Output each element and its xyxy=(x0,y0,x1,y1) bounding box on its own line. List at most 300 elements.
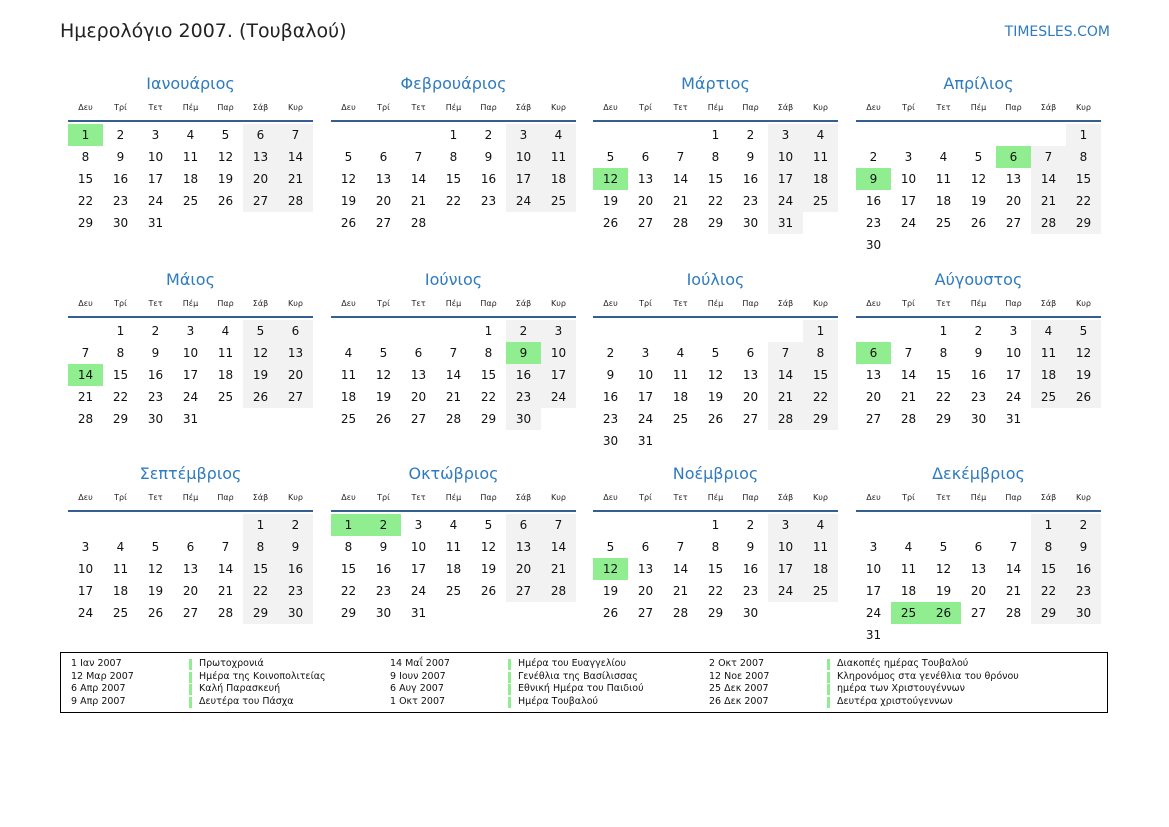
weekday-label: Δευ xyxy=(78,299,93,308)
day-cell: 3 xyxy=(151,128,160,142)
day-cell: 16 xyxy=(742,172,759,186)
empty-cell xyxy=(103,514,138,536)
weekday-label: Τρί xyxy=(902,103,915,112)
day-cell: 19 xyxy=(602,194,619,208)
holiday-name: Πρωτοχρονιά xyxy=(199,658,264,669)
day-cell: 13 xyxy=(742,368,759,382)
day-cell: 12 xyxy=(375,368,392,382)
day-cell: 31 xyxy=(1005,412,1022,426)
weekday-label: Παρ xyxy=(742,103,759,112)
day-cell: 15 xyxy=(707,562,724,576)
holiday-marker xyxy=(827,672,830,683)
weekday-label: Πέμ xyxy=(707,103,724,112)
weekday-label: Κυρ xyxy=(551,493,566,502)
holiday-name: Γενέθλια της Βασίλισσας xyxy=(518,670,638,682)
empty-cell xyxy=(733,320,768,342)
month-block xyxy=(68,268,313,430)
holiday-date: 14 Μαΐ 2007 xyxy=(390,658,450,669)
day-cell: 24 xyxy=(768,190,803,212)
day-cell: 30 xyxy=(970,412,987,426)
day-cell: 2 xyxy=(151,324,160,338)
day-cell: 20 xyxy=(410,390,427,404)
empty-cell xyxy=(663,124,698,146)
weekday-label: Τετ xyxy=(936,299,951,308)
weekday-label: Σάβ xyxy=(252,493,269,502)
month-block xyxy=(331,72,576,234)
day-cell: 17 xyxy=(900,194,917,208)
empty-cell xyxy=(593,124,628,146)
day-cell: 29 xyxy=(707,606,724,620)
site-link[interactable]: TIMESLES.COM xyxy=(1004,24,1110,40)
holiday-legend xyxy=(60,652,1108,713)
day-cell: 19 xyxy=(340,194,357,208)
day-cell: 1 xyxy=(711,518,720,532)
day-cell: 31 xyxy=(147,216,164,230)
day-cell: 23 xyxy=(112,194,129,208)
weekday-header xyxy=(593,100,838,122)
day-cell: 7 xyxy=(541,514,576,536)
weekday-label: Τετ xyxy=(936,103,951,112)
weekday-label: Παρ xyxy=(480,103,497,112)
day-cell: 21 xyxy=(672,194,689,208)
day-cell: 18 xyxy=(217,368,234,382)
day-cell: 20 xyxy=(182,584,199,598)
day-cell: 28 xyxy=(77,412,94,426)
day-cell: 7 xyxy=(904,346,913,360)
day-cell: 11 xyxy=(182,150,199,164)
day-cell: 8 xyxy=(711,540,720,554)
day-cell: 18 xyxy=(900,584,917,598)
month-name: Οκτώβριος xyxy=(408,464,499,483)
day-cell: 21 xyxy=(217,584,234,598)
weekday-header xyxy=(856,296,1101,318)
day-cell: 27 xyxy=(243,190,278,212)
day-cell: 27 xyxy=(865,412,882,426)
weekday-label: Τρί xyxy=(114,493,127,502)
weekday-label: Κυρ xyxy=(288,103,303,112)
weekday-label: Κυρ xyxy=(551,103,566,112)
day-cell: 20 xyxy=(970,584,987,598)
weekday-header xyxy=(68,490,313,512)
weekday-header xyxy=(593,296,838,318)
day-cell: 2 xyxy=(484,128,493,142)
holiday-marker xyxy=(827,697,830,708)
weekday-label: Τρί xyxy=(639,299,652,308)
holiday-day-cell: 6 xyxy=(856,342,891,364)
day-grid xyxy=(856,124,1101,256)
day-cell: 8 xyxy=(1066,146,1101,168)
weekday-label: Δευ xyxy=(603,299,618,308)
day-cell: 23 xyxy=(278,580,313,602)
day-cell: 10 xyxy=(637,368,654,382)
day-cell: 20 xyxy=(375,194,392,208)
empty-cell xyxy=(401,124,436,146)
day-cell: 13 xyxy=(375,172,392,186)
month-name: Ιούλιος xyxy=(686,270,745,289)
empty-cell xyxy=(856,320,891,342)
weekday-label: Παρ xyxy=(217,493,234,502)
day-cell: 13 xyxy=(970,562,987,576)
empty-cell xyxy=(593,320,628,342)
day-cell: 2 xyxy=(746,518,755,532)
day-cell: 1 xyxy=(803,320,838,342)
day-cell: 3 xyxy=(81,540,90,554)
day-cell: 17 xyxy=(77,584,94,598)
day-cell: 24 xyxy=(77,606,94,620)
day-cell: 27 xyxy=(637,606,654,620)
day-cell: 6 xyxy=(243,124,278,146)
day-cell: 26 xyxy=(707,412,724,426)
month-name: Αύγουστος xyxy=(934,270,1023,289)
weekday-label: Πέμ xyxy=(970,299,987,308)
day-cell: 10 xyxy=(768,536,803,558)
day-cell: 25 xyxy=(803,190,838,212)
day-cell: 1 xyxy=(1031,514,1066,536)
day-cell: 22 xyxy=(1066,190,1101,212)
day-cell: 16 xyxy=(602,390,619,404)
holiday-day-cell: 9 xyxy=(856,168,891,190)
day-cell: 26 xyxy=(602,606,619,620)
day-cell: 16 xyxy=(480,172,497,186)
day-cell: 27 xyxy=(506,580,541,602)
weekday-label: Δευ xyxy=(341,493,356,502)
day-cell: 23 xyxy=(742,584,759,598)
day-cell: 13 xyxy=(243,146,278,168)
day-cell: 8 xyxy=(116,346,125,360)
day-cell: 25 xyxy=(935,216,952,230)
day-cell: 1 xyxy=(484,324,493,338)
day-cell: 7 xyxy=(414,150,423,164)
empty-cell xyxy=(366,124,401,146)
holiday-name: Δευτέρα χριστούγεννων xyxy=(837,696,953,708)
day-cell: 12 xyxy=(480,540,497,554)
month-block xyxy=(331,268,576,430)
weekday-label: Πέμ xyxy=(970,103,987,112)
day-cell: 1 xyxy=(243,514,278,536)
day-cell: 19 xyxy=(602,584,619,598)
day-grid xyxy=(68,514,313,624)
day-cell: 8 xyxy=(449,150,458,164)
weekday-label: Τετ xyxy=(148,493,163,502)
day-cell: 20 xyxy=(243,168,278,190)
day-cell: 26 xyxy=(243,386,278,408)
empty-cell xyxy=(331,320,366,342)
empty-cell xyxy=(628,320,663,342)
weekday-label: Τετ xyxy=(673,299,688,308)
day-cell: 7 xyxy=(278,124,313,146)
day-cell: 1 xyxy=(449,128,458,142)
weekday-label: Τετ xyxy=(936,493,951,502)
weekday-label: Παρ xyxy=(480,299,497,308)
month-name: Ιανουάριος xyxy=(146,74,235,93)
day-cell: 11 xyxy=(803,536,838,558)
day-cell: 4 xyxy=(1031,320,1066,342)
day-cell: 9 xyxy=(606,368,615,382)
weekday-label: Δευ xyxy=(603,493,618,502)
day-cell: 20 xyxy=(1005,194,1022,208)
day-cell: 7 xyxy=(81,346,90,360)
day-cell: 31 xyxy=(865,628,882,642)
weekday-label: Τετ xyxy=(148,103,163,112)
weekday-header xyxy=(593,490,838,512)
weekday-label: Πέμ xyxy=(182,493,199,502)
empty-cell xyxy=(961,514,996,536)
day-cell: 18 xyxy=(182,172,199,186)
holiday-day-cell: 14 xyxy=(68,364,103,386)
day-cell: 30 xyxy=(278,602,313,624)
day-cell: 29 xyxy=(112,412,129,426)
day-cell: 22 xyxy=(340,584,357,598)
day-cell: 15 xyxy=(243,558,278,580)
day-cell: 19 xyxy=(217,172,234,186)
day-cell: 11 xyxy=(340,368,357,382)
day-cell: 24 xyxy=(182,390,199,404)
empty-cell xyxy=(208,514,243,536)
weekday-header xyxy=(856,100,1101,122)
weekday-label: Πέμ xyxy=(445,299,462,308)
holiday-marker xyxy=(827,659,830,670)
day-cell: 23 xyxy=(375,584,392,598)
day-cell: 14 xyxy=(217,562,234,576)
day-cell: 20 xyxy=(637,194,654,208)
weekday-label: Τρί xyxy=(639,493,652,502)
day-cell: 5 xyxy=(221,128,230,142)
day-cell: 1 xyxy=(1066,124,1101,146)
month-block xyxy=(68,462,313,624)
day-cell: 2 xyxy=(974,324,983,338)
day-cell: 23 xyxy=(602,412,619,426)
empty-cell xyxy=(1031,124,1066,146)
day-grid xyxy=(856,514,1101,646)
holiday-name: Ημέρα Τουβαλού xyxy=(518,696,599,708)
weekday-label: Δευ xyxy=(866,103,881,112)
day-cell: 4 xyxy=(803,124,838,146)
weekday-header xyxy=(331,490,576,512)
holiday-marker xyxy=(189,684,192,695)
day-cell: 13 xyxy=(278,342,313,364)
day-cell: 15 xyxy=(935,368,952,382)
day-cell: 8 xyxy=(344,540,353,554)
day-cell: 21 xyxy=(900,390,917,404)
weekday-label: Πέμ xyxy=(707,299,724,308)
day-cell: 7 xyxy=(768,342,803,364)
day-cell: 19 xyxy=(1066,364,1101,386)
day-cell: 25 xyxy=(340,412,357,426)
day-cell: 21 xyxy=(672,584,689,598)
day-cell: 9 xyxy=(974,346,983,360)
day-cell: 31 xyxy=(410,606,427,620)
day-cell: 23 xyxy=(865,216,882,230)
day-grid xyxy=(593,514,838,624)
month-block xyxy=(593,72,838,234)
weekday-label: Κυρ xyxy=(813,103,828,112)
day-cell: 25 xyxy=(1031,386,1066,408)
day-cell: 8 xyxy=(81,150,90,164)
weekday-label: Παρ xyxy=(217,299,234,308)
weekday-label: Κυρ xyxy=(1076,493,1091,502)
day-cell: 17 xyxy=(768,558,803,580)
empty-cell xyxy=(68,514,103,536)
weekday-label: Κυρ xyxy=(288,493,303,502)
day-cell: 29 xyxy=(935,412,952,426)
day-cell: 24 xyxy=(541,386,576,408)
day-cell: 23 xyxy=(480,194,497,208)
day-cell: 13 xyxy=(865,368,882,382)
holiday-date: 12 Νοε 2007 xyxy=(709,670,770,682)
day-cell: 26 xyxy=(147,606,164,620)
day-cell: 9 xyxy=(746,150,755,164)
day-cell: 22 xyxy=(243,580,278,602)
day-cell: 4 xyxy=(803,514,838,536)
day-cell: 10 xyxy=(147,150,164,164)
day-grid xyxy=(856,320,1101,430)
day-cell: 27 xyxy=(278,386,313,408)
weekday-header xyxy=(331,100,576,122)
empty-cell xyxy=(628,124,663,146)
day-cell: 5 xyxy=(711,346,720,360)
weekday-label: Σάβ xyxy=(515,103,532,112)
day-cell: 13 xyxy=(410,368,427,382)
holiday-date: 1 Ιαν 2007 xyxy=(71,658,122,669)
empty-cell xyxy=(891,514,926,536)
day-cell: 14 xyxy=(768,364,803,386)
empty-cell xyxy=(926,124,961,146)
day-cell: 3 xyxy=(641,346,650,360)
weekday-label: Δευ xyxy=(603,103,618,112)
page-title: Ημερολόγιο 2007. (Τουβαλού) xyxy=(60,20,347,42)
day-cell: 12 xyxy=(707,368,724,382)
holiday-day-cell: 26 xyxy=(926,602,961,624)
day-cell: 24 xyxy=(147,194,164,208)
day-cell: 26 xyxy=(602,216,619,230)
month-name: Σεπτέμβριος xyxy=(139,464,242,483)
day-cell: 17 xyxy=(1005,368,1022,382)
day-cell: 4 xyxy=(939,150,948,164)
day-cell: 10 xyxy=(182,346,199,360)
day-cell: 29 xyxy=(243,602,278,624)
weekday-label: Παρ xyxy=(1005,299,1022,308)
day-cell: 28 xyxy=(900,412,917,426)
day-cell: 9 xyxy=(484,150,493,164)
day-grid xyxy=(331,124,576,234)
day-cell: 21 xyxy=(278,168,313,190)
day-cell: 4 xyxy=(904,540,913,554)
day-grid xyxy=(331,514,576,624)
day-cell: 14 xyxy=(672,172,689,186)
holiday-date: 26 Δεκ 2007 xyxy=(709,696,769,708)
day-cell: 29 xyxy=(1031,602,1066,624)
day-cell: 29 xyxy=(707,216,724,230)
day-cell: 29 xyxy=(1066,212,1101,234)
day-cell: 30 xyxy=(506,408,541,430)
empty-cell xyxy=(436,320,471,342)
weekday-label: Σάβ xyxy=(1040,299,1057,308)
holiday-day-cell: 2 xyxy=(366,514,401,536)
day-cell: 5 xyxy=(379,346,388,360)
day-cell: 15 xyxy=(1066,168,1101,190)
day-cell: 28 xyxy=(278,190,313,212)
month-name: Μάρτιος xyxy=(681,74,750,93)
day-cell: 20 xyxy=(506,558,541,580)
holiday-name: Ημέρα του Ευαγγελίου xyxy=(518,658,626,669)
day-cell: 21 xyxy=(77,390,94,404)
day-cell: 27 xyxy=(637,216,654,230)
day-cell: 15 xyxy=(445,172,462,186)
day-cell: 8 xyxy=(1031,536,1066,558)
day-cell: 26 xyxy=(375,412,392,426)
day-cell: 23 xyxy=(1066,580,1101,602)
day-cell: 24 xyxy=(768,580,803,602)
day-cell: 14 xyxy=(445,368,462,382)
day-cell: 16 xyxy=(970,368,987,382)
day-cell: 25 xyxy=(112,606,129,620)
month-name: Φεβρουάριος xyxy=(400,74,507,93)
weekday-label: Τετ xyxy=(411,299,426,308)
day-cell: 18 xyxy=(541,168,576,190)
day-cell: 16 xyxy=(147,368,164,382)
day-cell: 1 xyxy=(939,324,948,338)
holiday-marker xyxy=(508,659,511,670)
day-cell: 7 xyxy=(449,346,458,360)
month-block xyxy=(593,268,838,452)
day-cell: 4 xyxy=(221,324,230,338)
day-cell: 26 xyxy=(1066,386,1101,408)
weekday-label: Παρ xyxy=(480,493,497,502)
holiday-name: Κληρονόμος στα γενέθλια του θρόνου xyxy=(837,670,1019,682)
day-cell: 31 xyxy=(768,212,803,234)
day-cell: 24 xyxy=(410,584,427,598)
day-cell: 18 xyxy=(935,194,952,208)
holiday-day-cell: 1 xyxy=(331,514,366,536)
weekday-label: Σάβ xyxy=(1040,103,1057,112)
holiday-date: 2 Οκτ 2007 xyxy=(709,658,765,669)
month-name: Ιούνιος xyxy=(424,270,483,289)
month-block xyxy=(856,268,1101,430)
day-cell: 6 xyxy=(414,346,423,360)
day-cell: 19 xyxy=(707,390,724,404)
day-cell: 5 xyxy=(243,320,278,342)
day-cell: 4 xyxy=(116,540,125,554)
day-cell: 1 xyxy=(116,324,125,338)
day-cell: 28 xyxy=(410,216,427,230)
day-cell: 28 xyxy=(672,606,689,620)
day-cell: 13 xyxy=(182,562,199,576)
day-cell: 8 xyxy=(243,536,278,558)
day-grid xyxy=(68,124,313,234)
day-cell: 4 xyxy=(344,346,353,360)
day-cell: 30 xyxy=(742,216,759,230)
month-block xyxy=(331,462,576,624)
day-cell: 18 xyxy=(672,390,689,404)
day-cell: 28 xyxy=(768,408,803,430)
weekday-label: Τετ xyxy=(673,493,688,502)
day-cell: 6 xyxy=(641,150,650,164)
holiday-day-cell: 25 xyxy=(891,602,926,624)
weekday-label: Κυρ xyxy=(813,299,828,308)
day-cell: 13 xyxy=(506,536,541,558)
weekday-label: Δευ xyxy=(341,299,356,308)
day-cell: 6 xyxy=(746,346,755,360)
day-cell: 12 xyxy=(217,150,234,164)
day-cell: 13 xyxy=(1005,172,1022,186)
month-block xyxy=(68,72,313,234)
day-cell: 13 xyxy=(637,172,654,186)
month-block xyxy=(856,72,1101,256)
day-cell: 29 xyxy=(77,216,94,230)
day-grid xyxy=(593,320,838,452)
day-cell: 10 xyxy=(768,146,803,168)
weekday-label: Τετ xyxy=(673,103,688,112)
